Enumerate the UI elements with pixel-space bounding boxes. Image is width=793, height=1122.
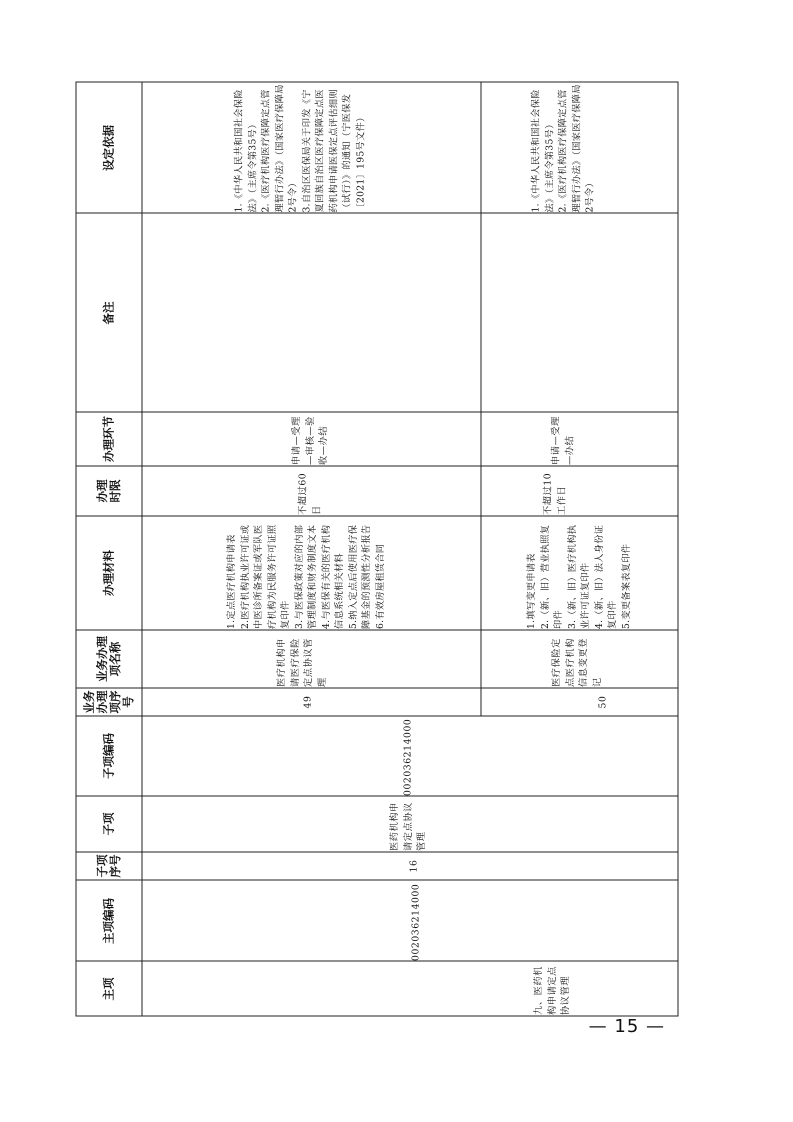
header-sub-no: 子项序号 — [95, 854, 122, 878]
row-49-remarks — [142, 213, 481, 412]
sub-no-cell: 16 — [408, 859, 420, 873]
row-49-basis: 1.《中华人民共和国社会保险法》（主席令第35号） 2.《医疗机构医疗保障定点管理暂行办法》（国家医疗保障局2号令） 3.自治区医保局关于印发《宁夏回族自治区医疗保障定点医药机构申请医保定点评估细则（试行）》的通知（宁医保发〔2021〕195号文件） — [233, 83, 366, 212]
sub-item-cell: 医药机构申请定点协议管理 — [388, 802, 427, 851]
row-49-name: 医疗机构申请医疗保险定点协议管理 — [276, 638, 328, 687]
row-50-materials: 1.填写变更申请表 2.（新、旧）营业执照复印件 3.（新、旧）医疗机构执业许可证复印件 4.（新、旧）法人身份证复印件 5.变更备案表复印件 — [526, 524, 632, 629]
main-item-cell: 九、医药机构申请定点协议管理 — [532, 965, 571, 1015]
row-50-basis: 1.《中华人民共和国社会保险法》（主席令第35号） 2.《医疗机构医疗保障定点管理暂行办法》（国家医疗保障局2号令） — [530, 83, 596, 212]
row-49-no: 49 — [302, 695, 314, 709]
header-main-code: 主项编码 — [101, 897, 116, 944]
row-50-name: 医疗保险定点医疗机构信息变更登记 — [551, 638, 603, 687]
header-basis: 设定依据 — [101, 124, 116, 171]
header-materials: 办理材料 — [101, 550, 116, 596]
header-biz-name: 业务办理项名称 — [95, 636, 122, 682]
row-50-steps: 申请—受理—办结 — [550, 416, 575, 465]
header-time-limit: 办理时限 — [95, 479, 122, 503]
row-50-no: 50 — [597, 695, 609, 709]
row-50-remarks — [481, 213, 678, 412]
header-biz-no: 业务办理项序号 — [82, 690, 135, 714]
main-code-cell: 002036214000 — [410, 883, 422, 961]
header-remarks: 备注 — [101, 301, 116, 324]
header-steps: 办理环节 — [101, 416, 116, 462]
header-sub-code: 子项编码 — [101, 733, 116, 779]
header-sub-item: 子项 — [101, 812, 116, 836]
row-49-steps: 申请—受理—审核—验收—办结 — [290, 416, 329, 465]
sub-code-cell: 002036214000 — [402, 718, 414, 796]
header-main-item: 主项 — [101, 977, 116, 1000]
row-50-time-limit: 不超过10工作日 — [542, 472, 567, 515]
row-49-materials: 1.定点医疗机构申请表 2.医疗机构执业许可证或中医诊所备案证或军队医疗机构为民服务许可证照复印件 3.与医保政策对应的内部管理制度和财务制度文本 4.与医保有关的医疗机构信息系统相关材料 5.纳入定点后使用医疗保障基金的预测性分析报告 6.有效房屋租赁合同 — [226, 524, 386, 629]
page-number: — 15 — — [588, 1016, 665, 1037]
row-49-time-limit: 不超过60日 — [297, 472, 322, 515]
